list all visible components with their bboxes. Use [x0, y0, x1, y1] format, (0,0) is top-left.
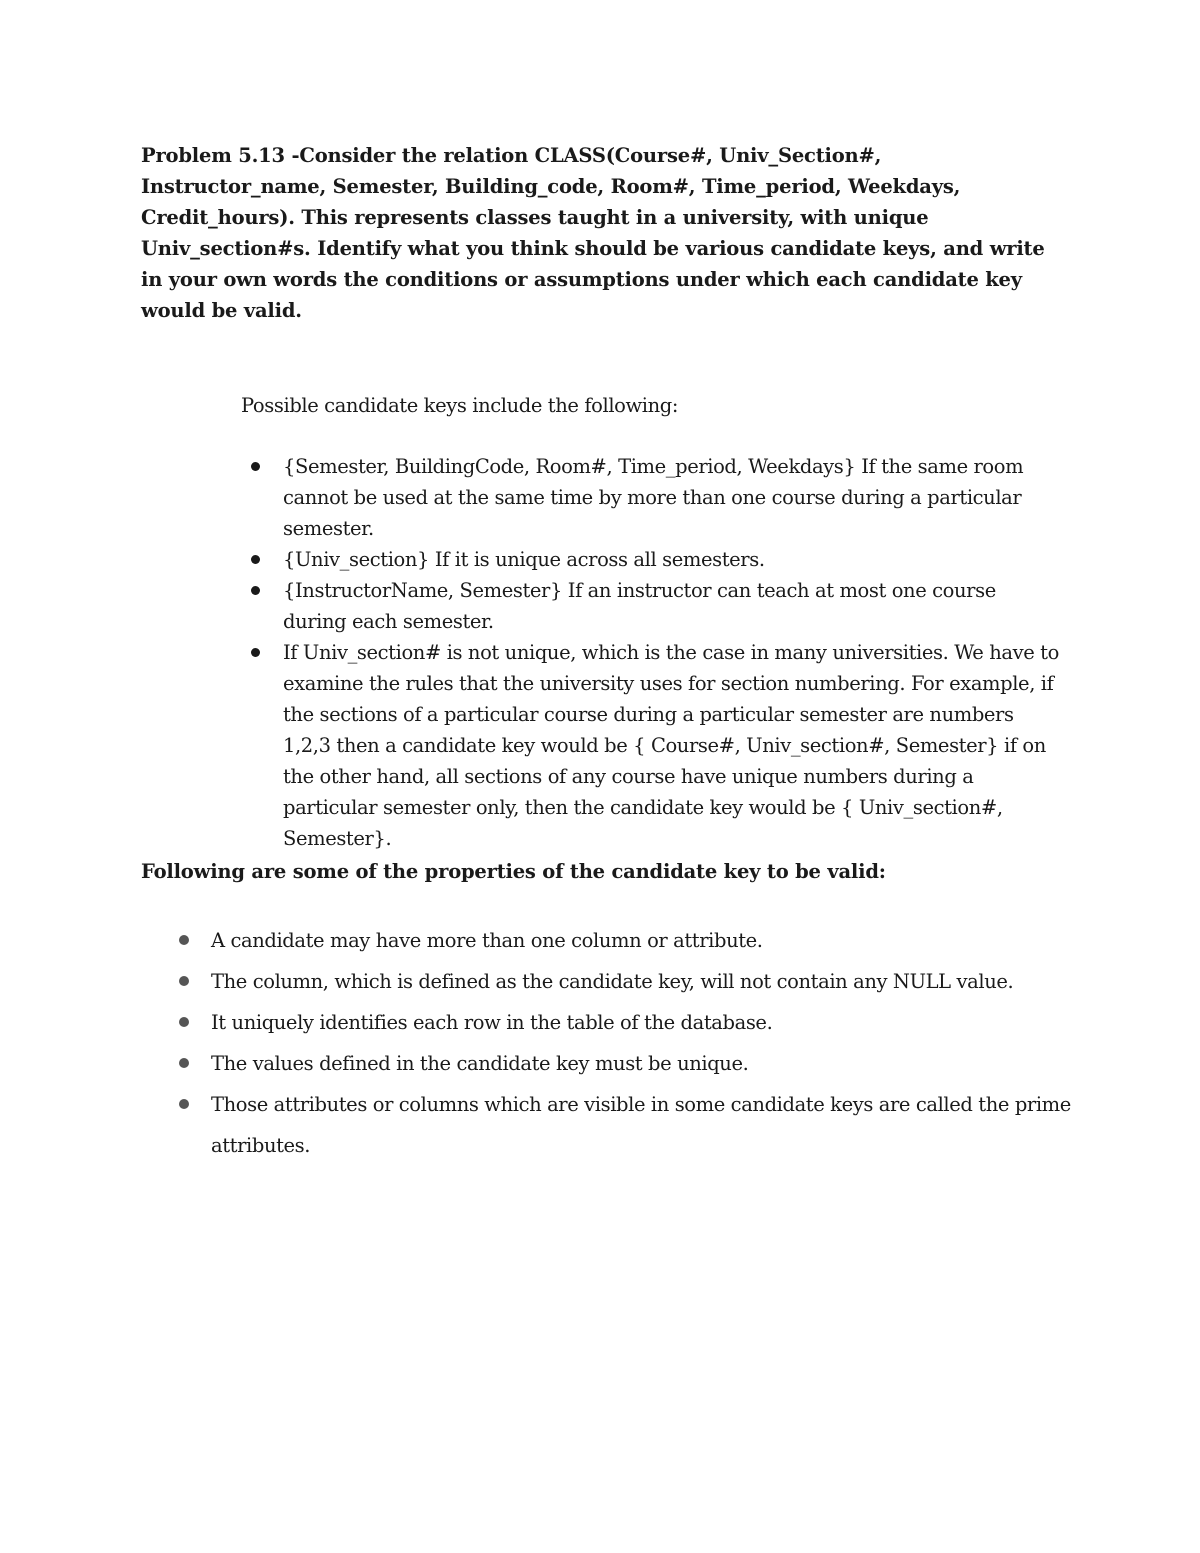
bullet-icon	[251, 462, 260, 471]
list-item	[241, 544, 1061, 575]
list-item	[241, 575, 1061, 637]
list-item	[241, 637, 1061, 854]
list-item-text: Those attributes or columns which are visible in some candidate keys are called the prime attributes.	[211, 1093, 1071, 1157]
list-item-text: {Univ_section} If it is unique across all semesters.	[283, 548, 765, 571]
list-item	[141, 1084, 1071, 1166]
bullet-icon	[179, 976, 189, 986]
list-item	[141, 1043, 1071, 1084]
bullet-icon	[179, 1099, 189, 1109]
bullet-icon	[251, 648, 260, 657]
list-item-text: {InstructorName, Semester} If an instructor can teach at most one course during each semester.	[283, 579, 996, 633]
list-item-text: The values defined in the candidate key must be unique.	[211, 1052, 749, 1075]
properties-list	[141, 920, 1071, 1166]
list-item	[241, 451, 1061, 544]
list-item	[141, 920, 1071, 961]
list-item	[141, 961, 1071, 1002]
bullet-icon	[251, 555, 260, 564]
properties-heading: Following are some of the properties of the candidate key to be valid:	[141, 860, 886, 883]
candidate-keys-list	[241, 451, 1061, 854]
list-item-text: If Univ_section# is not unique, which is the case in many universities. We have to examine the rules that the university uses for section numbering. For example, if the sections of a particular course during a particular semester are numbers 1,2,3 then a candidate key would be { Course#, Univ_section#, Semester} if on the other hand, all sections of any course have unique numbers during a particular semester only, then the candidate key would be { Univ_section#, Semester}.	[283, 641, 1059, 850]
list-item-text: It uniquely identifies each row in the table of the database.	[211, 1011, 773, 1034]
list-item-text: A candidate may have more than one column or attribute.	[211, 929, 763, 952]
problem-statement: Problem 5.13 -Consider the relation CLASS(Course#, Univ_Section#, Instructor_name, Semester, Building_code, Room#, Time_period, Weekdays, Credit_hours). This represents classes taught in a university, with unique Univ_section#s. Identify what you think should be various candidate keys, and write in your own words the conditions or assumptions under which each candidate key would be valid.	[141, 144, 1045, 322]
list-item-text: {Semester, BuildingCode, Room#, Time_period, Weekdays} If the same room cannot be used at the same time by more than one course during a particular semester.	[283, 455, 1024, 540]
bullet-icon	[251, 586, 260, 595]
bullet-icon	[179, 1058, 189, 1068]
list-item-text: The column, which is defined as the candidate key, will not contain any NULL value.	[211, 970, 1014, 993]
candidate-keys-intro: Possible candidate keys include the following:	[241, 394, 679, 417]
bullet-icon	[179, 1017, 189, 1027]
bullet-icon	[179, 935, 189, 945]
list-item	[141, 1002, 1071, 1043]
